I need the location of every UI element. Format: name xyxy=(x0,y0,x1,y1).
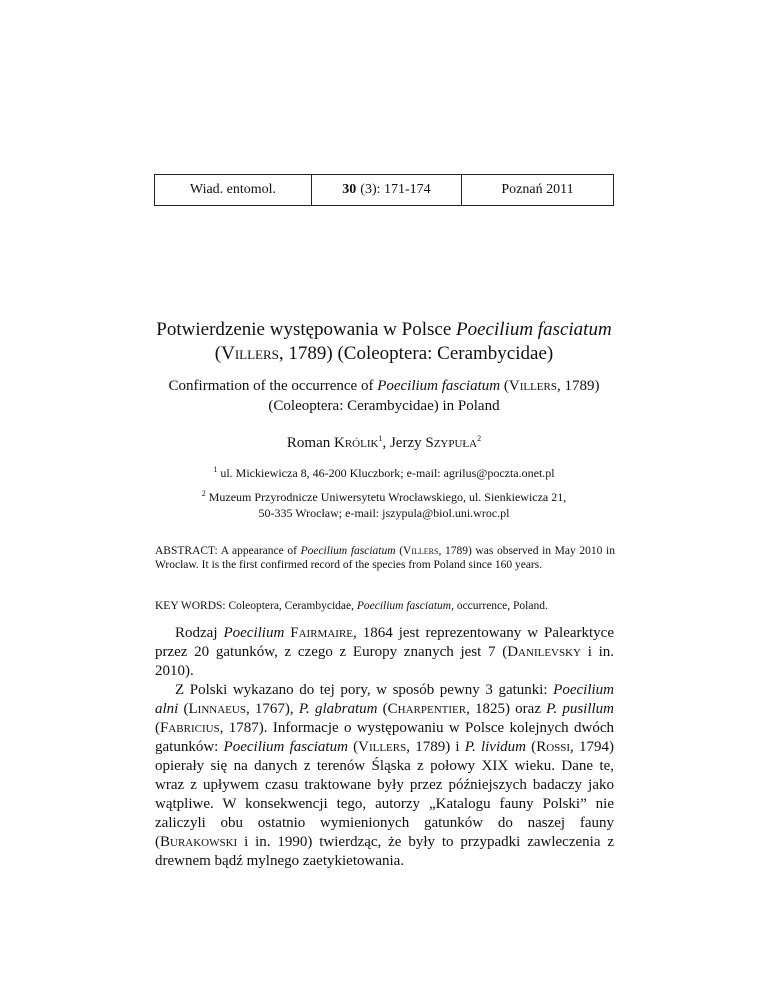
p2-text-g: , 1787). Informacje o występowaniu w Polsce kolejnych dwóch gatunków: xyxy=(155,720,614,755)
author-1-last: Królik xyxy=(334,435,379,451)
keywords-text-1: Coleoptera, Cerambycidae, xyxy=(225,600,357,612)
author-2-sup: 2 xyxy=(477,434,482,443)
p2-ref: Burakowski xyxy=(160,834,238,850)
keywords-label: KEY WORDS: xyxy=(155,600,226,612)
p2-text-l: i in. 1990) twierdząc, że były to przypadki zawleczenia z drewnem bądź mylnego zaetykietowania. xyxy=(155,834,614,869)
p2-text-i: , 1789) i xyxy=(406,739,465,755)
p2-author-2: Charpentier xyxy=(387,701,467,717)
article-body xyxy=(155,624,614,871)
abstract: ABSTRACT: A appearance of Poecilium fasciatum (Villers, 1789) was observed in May 2010 in Wrocław. It is the first confirmed record of the species from Poland since 160 years. xyxy=(155,545,615,571)
title-species: Poecilium fasciatum xyxy=(456,319,612,340)
affiliation-1-text: ul. Mickiewicza 8, 46-200 Kluczbork; e-mail: agrilus@poczta.onet.pl xyxy=(220,466,555,480)
p1-ref: Danilevsky xyxy=(507,644,581,660)
affiliation-1 xyxy=(0,462,768,481)
p2-author-4: Villers xyxy=(358,739,407,755)
p1-text-b: , 1864 jest reprezentowany w Palearktyce przez 20 gatunków, z czego z Europy znanych jest 7 ( xyxy=(155,625,614,660)
journal-header-box xyxy=(154,174,614,206)
affiliation-2-sup: 2 xyxy=(201,489,206,498)
abstract-author: Villers xyxy=(403,545,439,557)
keywords xyxy=(155,599,615,613)
volume-number: 30 xyxy=(342,182,357,197)
keywords-text-2: occurrence, Poland. xyxy=(453,600,548,612)
subtitle-year: , 1789) xyxy=(556,378,600,394)
author-1-sup: 1 xyxy=(378,434,383,443)
paragraph-1 xyxy=(155,624,614,681)
title-rest: , 1789) (Coleoptera: Cerambycidae) xyxy=(278,343,554,364)
article-title xyxy=(0,318,768,366)
title-author: Villers xyxy=(221,343,279,364)
affiliation-1-sup: 1 xyxy=(213,465,218,474)
p2-text-j: ( xyxy=(525,739,537,755)
journal-name: Wiad. entomol. xyxy=(189,182,277,197)
paragraph-2 xyxy=(155,681,614,871)
abstract-label: ABSTRACT: xyxy=(155,545,218,557)
p1-text-c: i in. 2010). xyxy=(155,644,614,679)
title-line-1 xyxy=(0,318,768,342)
p2-species-3: P. pusillum xyxy=(546,701,614,717)
p2-text-h: ( xyxy=(347,739,359,755)
p2-text-k: , 1794) opierały się na danych z terenów Śląska z połowy XIX wieku. Dane te, wraz z upływem czasu traktowane były przez późniejszych badaczy jako wątpliwe. W konsekwencji tego, autorzy „Katalogu fauny Polski” nie zaliczyli obu ostatnio wymienionych gatunków do naszej fauny ( xyxy=(155,739,615,850)
p2-text-e: , 1825) oraz xyxy=(466,701,547,717)
p2-text-f: ( xyxy=(155,720,160,736)
affiliation-2-line-2: 50-335 Wrocław; e-mail: jszypula@biol.uni.wroc.pl xyxy=(258,506,510,520)
abstract-text-1: A appearance of xyxy=(217,545,301,557)
subtitle-line-2: (Coleoptera: Cerambycidae) in Poland xyxy=(268,398,500,414)
author-separator: , Jerzy xyxy=(382,435,426,451)
subtitle-line-1: Confirmation of the occurrence of Poecilium fasciatum (Villers, 1789) xyxy=(168,378,600,394)
author-list xyxy=(0,434,768,452)
p1-genus: Poecilium xyxy=(223,625,285,641)
abstract-text-2: , 1789) was observed in May 2010 in Wrocław. It is the first confirmed record of the species from Poland since 160 years. xyxy=(155,545,615,571)
issue-pages: (3): 171-174 xyxy=(360,182,431,197)
p2-author-5: Rossi xyxy=(536,739,571,755)
p2-text-d: ( xyxy=(377,701,388,717)
p2-species-1: Poecilium alni xyxy=(155,682,614,717)
subtitle-species: Poecilium fasciatum xyxy=(377,378,501,394)
keywords-species: Poecilium fasciatum, xyxy=(356,600,454,612)
volume-issue-pages xyxy=(311,175,461,205)
p2-text-b: ( xyxy=(178,701,189,717)
affiliation-2 xyxy=(0,486,768,521)
p2-species-5: P. lividum xyxy=(464,739,526,755)
subtitle-author: Villers xyxy=(508,378,557,394)
p2-author-1: Linnaeus xyxy=(188,701,246,717)
title-text: Potwierdzenie występowania w Polsce xyxy=(156,319,457,340)
p2-species-4: Poecilium fasciatum xyxy=(223,739,348,755)
affiliation-2-line-1 xyxy=(0,486,768,505)
p2-species-2: P. glabratum xyxy=(298,701,378,717)
p2-text-a: Z Polski wykazano do tej pory, w sposób pewny 3 gatunki: xyxy=(175,682,554,698)
title-line-2: (Villers, 1789) (Coleoptera: Cerambycidae) xyxy=(214,343,554,364)
article-subtitle xyxy=(0,376,768,416)
p1-text-a: Rodzaj xyxy=(175,625,224,641)
author-1-first: Roman xyxy=(286,435,334,451)
place-year: Poznań 2011 xyxy=(461,175,613,205)
subtitle-text: Confirmation of the occurrence of xyxy=(168,378,378,394)
p1-author: Fairmaire xyxy=(290,625,353,641)
abstract-species: Poecilium fasciatum xyxy=(300,545,396,557)
author-2-last: Szypuła xyxy=(425,435,478,451)
p2-text-c: , 1767), xyxy=(245,701,299,717)
p2-author-3: Fabricius xyxy=(160,720,220,736)
affiliation-2-text: Muzeum Przyrodnicze Uniwersytetu Wrocławskiego, ul. Sienkiewicza 21, xyxy=(208,490,567,504)
